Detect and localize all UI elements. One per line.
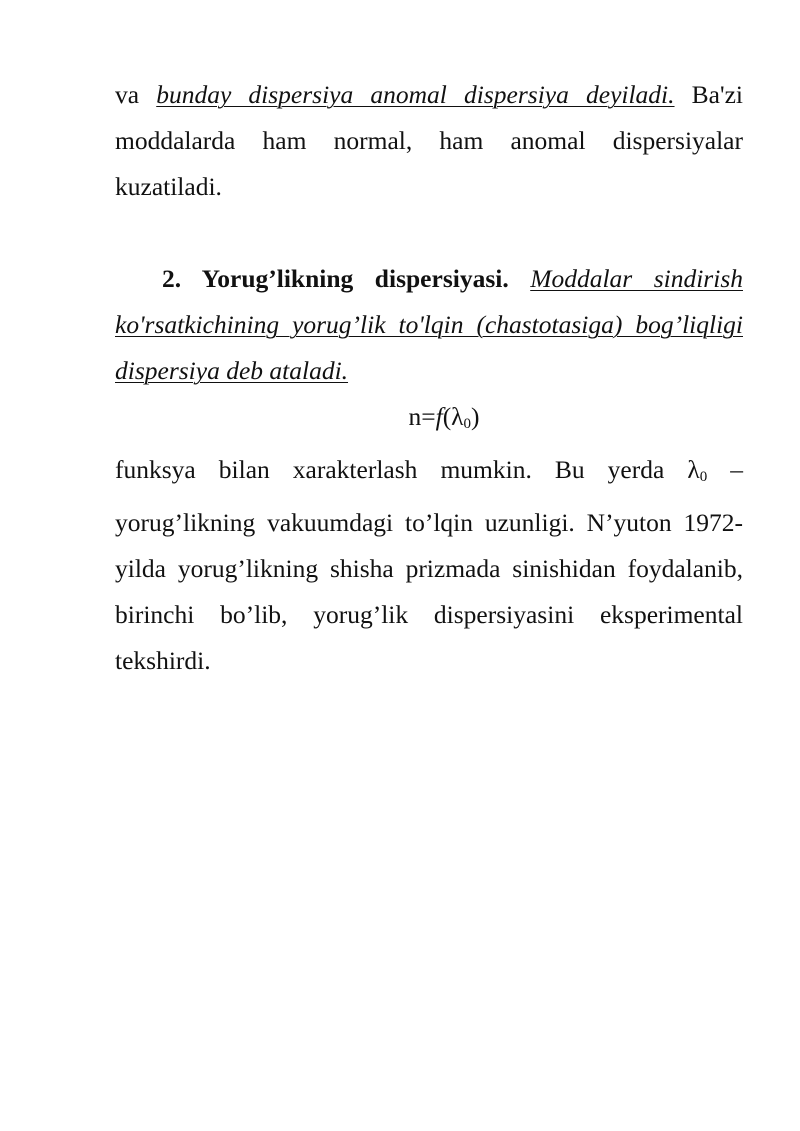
paragraph-newton xyxy=(115,447,743,684)
paragraph-lead: va xyxy=(115,80,157,109)
document-page xyxy=(115,72,743,684)
paragraph-spacer xyxy=(115,210,743,256)
paragraph-rest: Ba'zi moddalarda ham normal, ham anomal dispersiyalar kuzatiladi. xyxy=(115,80,743,201)
paragraph-newton-part1: funksya bilan xarakterlash mumkin. Bu yerda λ xyxy=(115,455,700,484)
formula-open: (λ xyxy=(442,402,464,431)
paragraph-newton-part2: – yorug’likning vakuumdagi to’lqin uzunligi. N’yuton 1972-yilda yorug’likning shisha prizmada sinishidan foydalanib, birinchi bo’lib, yorug’lik dispersiyasini eksperimental tekshirdi. xyxy=(115,455,744,675)
section-2-paragraph xyxy=(115,256,743,394)
formula-close: ) xyxy=(471,402,480,431)
formula-lhs: n= xyxy=(408,402,436,431)
paragraph-anomal-dispersion xyxy=(115,72,743,210)
lambda-subscript: 0 xyxy=(699,469,708,485)
formula-subscript: 0 xyxy=(463,416,472,432)
formula-function: f xyxy=(435,402,443,431)
dispersion-formula xyxy=(115,394,743,447)
section-2-heading: 2. Yorug’likning dispersiyasi. xyxy=(162,264,509,293)
dispersion-definition: Moddalar sindirish ko'rsatkichining yorug’lik to'lqin (chastotasiga) bog’liqligi dispersiya deb ataladi. xyxy=(115,264,743,385)
anomal-dispersion-definition: bunday dispersiya anomal dispersiya deyiladi. xyxy=(156,80,675,109)
